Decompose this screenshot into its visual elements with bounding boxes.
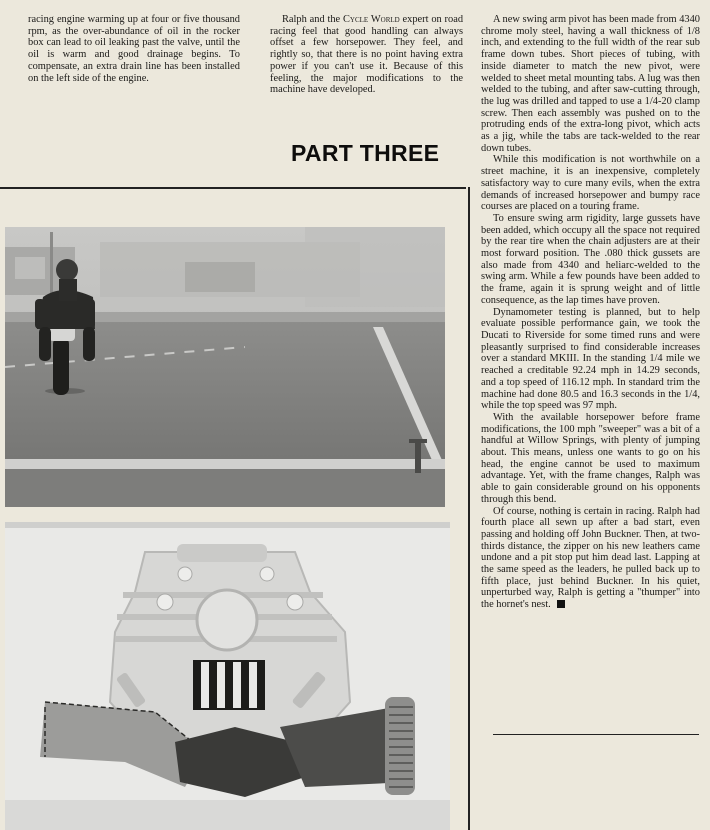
column-1-paragraph: racing engine warming up at four or five thousand rpm, as the over-abundance of oil in the rocker box can lead to oil leaking past the valve, until the oil is warm and good drainage begins. To compensate, an extra drain line has been installed on the left side of the engine. [28, 14, 240, 84]
column-3-paragraph: Dynamometer testing is planned, but to help evaluate possible performance gain, we took the Ducati to Riverside for some timed runs and were pleasantly surprised to find considerable increases over a standard MKIII. In the standing 1/4 mile we reached a creditable 92.24 mph in 14.29 seconds, and a top speed of 116.12 mph. In standard trim the machine had done 80.5 and 16.3 seconds in the 1/4, while the top speed was 97 mph. [481, 306, 700, 412]
column-2-text-start: Ralph and the [282, 14, 343, 25]
column-3-paragraph: To ensure swing arm rigidity, large gussets have been added, which occupy all the space not required by the rear tire when the chain adjusters are at their most forward position. The .080 thick gussets are also made from 4340 and heliarc-welded to the swing arm. While a few pounds have been added to the frame, again it is sprung weight and of little consequence, as the lap times have proven. [481, 212, 700, 306]
article-end-rule [493, 734, 699, 735]
column-3-paragraph: With the available horsepower before frame modifications, the 100 mph "sweeper" was a bit of a handful at Willow Springs, with plenty of jumping about. This means, unless one wants to go on his head, the engine cannot be used to maximum advantage. Yet, with the frame changes, Ralph was able to gain considerable ground on his opponents through this bend. [481, 411, 700, 505]
engine-cutaway-photo [5, 522, 450, 830]
section-title: PART THREE [291, 140, 440, 166]
end-of-article-mark [557, 600, 565, 608]
column-divider-rule [468, 187, 470, 830]
column-2-paragraph [270, 14, 463, 96]
photo-frame-top-rule [0, 187, 466, 189]
column-2-text-end: expert on road racing feel that good handling can always offset a few horsepower. They feel, and rightly so, that there is no point having extra power if you can't use it. Because of this feeling, the major modifications to the machine have developed. [270, 14, 464, 96]
article-column-3 [481, 14, 700, 611]
magazine-name: Cycle World [343, 14, 400, 25]
motorcycle-racing-photo-art [5, 227, 445, 507]
column-3-paragraph: A new swing arm pivot has been made from 4340 chrome moly steel, having a wall thickness of 1/8 inch, and extending to the full width of the rear sub frame down tubes. Short pieces of tubing, with inside diameter to match the new pivot, were welded to sheet metal mounting tabs. A lug was then welded to the tubing, and after saw-cutting through, the lug was drilled and tapped to use a 1/4-20 clamp screw. Then each assembly was pushed on to the protruding ends of the extra-long pivot, which acts as a jig, while the tabs are tack-welded to the rear down tubes. [481, 14, 700, 154]
engine-cutaway-photo-art [5, 522, 450, 830]
column-3-last-paragraph-text: Of course, nothing is certain in racing. Ralph had fourth place all sewn up after a bad start, even passing and holding off John Buckner. Then, at two-thirds distance, the zipper on his new leathers came undone and a pit stop put him dead last. Lapping at the same speed as the leaders, he pulled back up to fifth place, just behind Buckner. In his quiet, unperturbed way, Ralph is getting a "thumper" into the hornet's nest. [481, 505, 700, 611]
article-column-1 [28, 14, 240, 84]
column-3-last-paragraph [481, 506, 700, 611]
column-3-paragraph: While this modification is not worthwhile on a street machine, it is an inexpensive, completely satisfactory way to cure many evils, when the extra demands of increased horsepower and bumpy race courses are placed on a touring frame. [481, 154, 700, 213]
article-column-2 [270, 14, 463, 96]
motorcycle-racing-photo [5, 227, 445, 507]
